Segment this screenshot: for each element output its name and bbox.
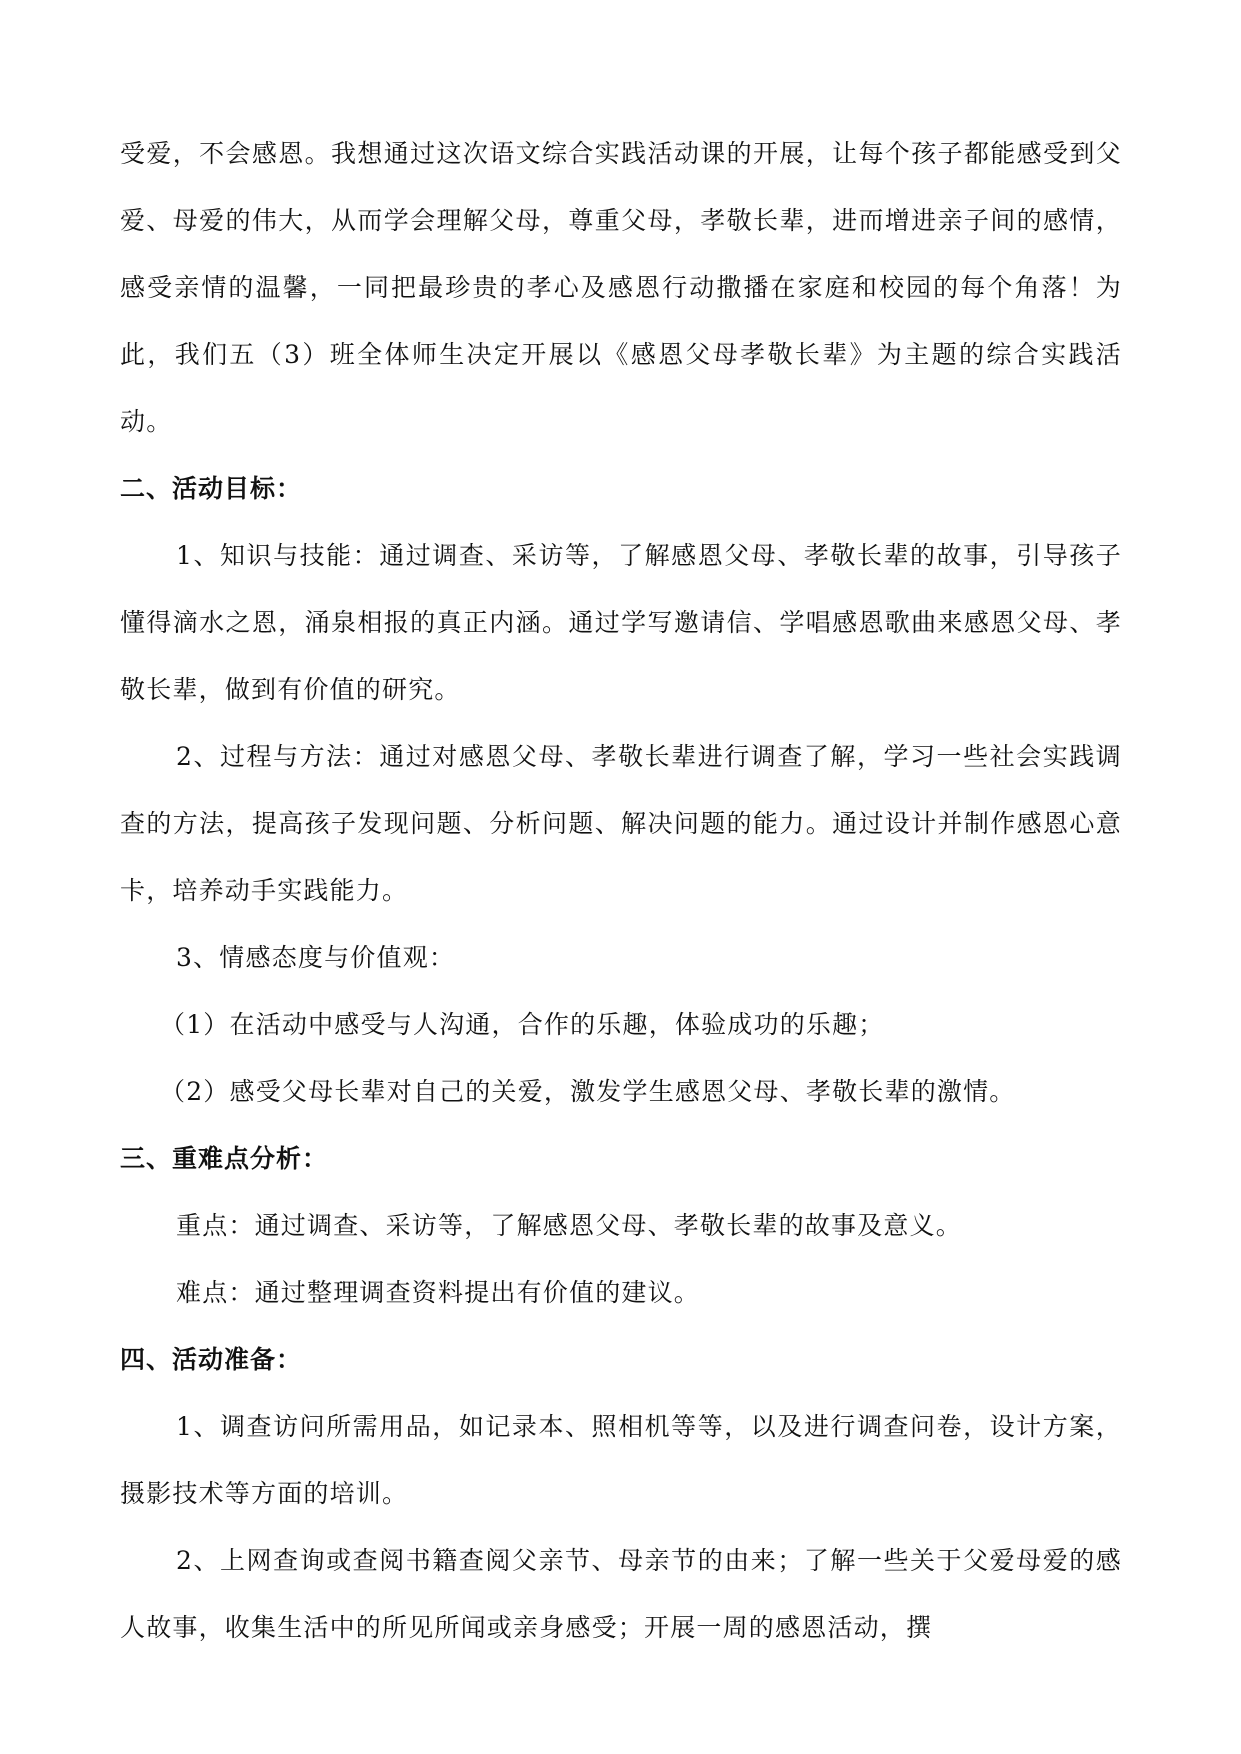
goal-emotion-item-1: （1）在活动中感受与人沟通，合作的乐趣，体验成功的乐趣； — [160, 1010, 885, 1039]
keypoint-focus: 重点：通过调查、采访等，了解感恩父母、孝敬长辈的故事及意义。 — [176, 1211, 963, 1240]
keypoint-difficulty: 难点：通过整理调查资料提出有价值的建议。 — [176, 1278, 701, 1307]
prep-heading: 四、活动准备： — [120, 1345, 303, 1374]
prep-paragraph-2: 2、上网查询或查阅书籍查阅父亲节、母亲节的由来；了解一些关于父爱母爱的感人故事，收集生活中的所见所闻或亲身感受；开展一周的感恩活动，撰 — [120, 1546, 1122, 1642]
prep-paragraph-1: 1、调查访问所需用品，如记录本、照相机等等，以及进行调查问卷，设计方案，摄影技术等方面的培训。 — [120, 1412, 1122, 1508]
goal-emotion-paragraph: 3、情感态度与价值观： — [176, 943, 456, 972]
goals-heading: 二、活动目标： — [120, 474, 303, 503]
intro-paragraph: 受爱，不会感恩。我想通过这次语文综合实践活动课的开展，让每个孩子都能感受到父爱、母爱的伟大，从而学会理解父母，尊重父母，孝敬长辈，进而增进亲子间的感情，感受亲情的温馨，一同把最珍贵的孝心及感恩行动撒播在家庭和校园的每个角落！为此，我们五（3）班全体师生决定开展以《感恩父母孝敬长辈》为主题的综合实践活动。 — [120, 139, 1122, 436]
goal-emotion-item-2: （2）感受父母长辈对自己的关爱，激发学生感恩父母、孝敬长辈的激情。 — [160, 1077, 1016, 1106]
goal-knowledge-paragraph: 1、知识与技能：通过调查、采访等，了解感恩父母、孝敬长辈的故事，引导孩子懂得滴水之恩，涌泉相报的真正内涵。通过学写邀请信、学唱感恩歌曲来感恩父母、孝敬长辈，做到有价值的研究。 — [120, 541, 1122, 704]
goal-process-paragraph: 2、过程与方法：通过对感恩父母、孝敬长辈进行调查了解，学习一些社会实践调查的方法，提高孩子发现问题、分析问题、解决问题的能力。通过设计并制作感恩心意卡，培养动手实践能力。 — [120, 742, 1122, 905]
keypoints-heading: 三、重难点分析： — [120, 1144, 329, 1173]
document-page — [120, 120, 1122, 1661]
